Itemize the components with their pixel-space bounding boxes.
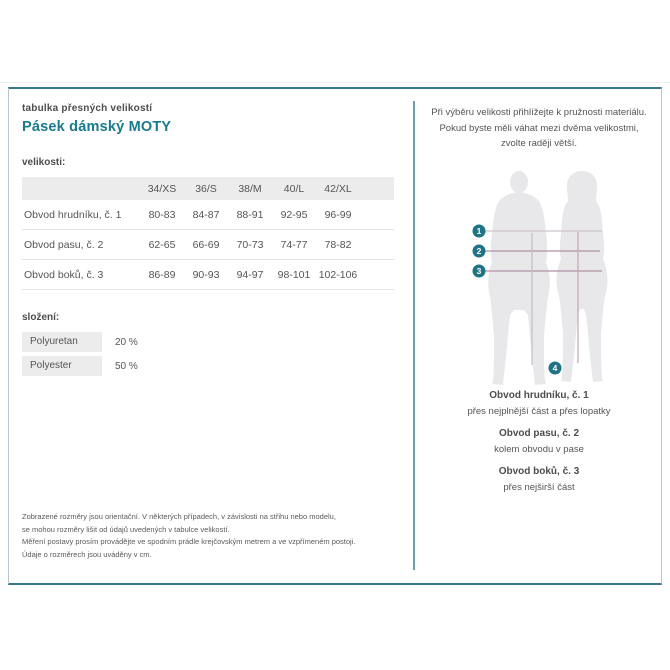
size-column-header: 38/M [238, 182, 262, 195]
size-value: 70-73 [236, 238, 264, 251]
table-subtitle: tabulka přesných velikostí [22, 103, 153, 114]
legend-title: Obvod pasu, č. 2 [498, 428, 580, 439]
top-hairline [0, 82, 670, 83]
legend-title: Obvod boků, č. 3 [498, 466, 580, 477]
size-chart-panel [8, 87, 662, 585]
marker-1-number: 1 [476, 226, 482, 237]
marker-4 [549, 362, 562, 375]
composition-list [22, 332, 414, 376]
row-label: Obvod pasu, č. 2 [24, 238, 104, 251]
size-column-header: 42/XL [324, 182, 352, 195]
size-value: 92-95 [280, 208, 308, 221]
size-value: 66-69 [192, 238, 220, 251]
material-name: Polyester [22, 356, 102, 376]
legend-description: kolem obvodu v pase [494, 444, 584, 455]
note-line: Při výběru velikosti přihlížejte k pružnosti materiálu. [431, 107, 647, 118]
size-value: 88-91 [236, 208, 264, 221]
size-column-header: 34/XS [147, 182, 177, 195]
body-silhouettes-graphic [456, 167, 656, 392]
marker-2 [473, 245, 486, 258]
material-percentage: 20 % [115, 336, 138, 348]
size-value: 98-101 [277, 268, 311, 281]
legend-item [419, 464, 659, 496]
right-column [415, 89, 663, 583]
measurement-figure [456, 167, 656, 392]
measurement-legend [419, 388, 659, 502]
legend-description: přes nejširší část [503, 482, 575, 493]
legend-item [419, 388, 659, 420]
size-value: 78-82 [324, 238, 352, 251]
sizes-heading: velikosti: [22, 157, 66, 168]
row-label: Obvod boků, č. 3 [24, 268, 104, 281]
disclaimer-line: Zobrazené rozměry jsou orientační. V některých případech, v závislosti na střihu nebo modelu, [22, 512, 336, 521]
material-percentage: 50 % [115, 360, 138, 372]
disclaimer-text [22, 511, 414, 561]
size-column-header: 40/L [283, 182, 305, 195]
disclaimer-line: Měření postavy prosím provádějte ve spodním prádle krejčovským metrem a ve vzpřímeném postoji. [22, 537, 356, 546]
size-value: 86-89 [148, 268, 176, 281]
size-value: 90-93 [192, 268, 220, 281]
size-value: 62-65 [148, 238, 176, 251]
disclaimer-line: se mohou rozměry lišit od údajů uvedených v tabulce velikostí. [22, 524, 230, 534]
legend-item [419, 426, 659, 458]
table-row [22, 200, 394, 230]
size-value: 74-77 [280, 238, 308, 251]
table-row [22, 260, 394, 290]
size-value: 102-106 [318, 268, 358, 281]
male-silhouette [488, 171, 549, 385]
size-table-header [22, 177, 394, 200]
marker-4-number: 4 [552, 363, 558, 374]
composition-heading: složení: [22, 312, 60, 323]
disclaimer-line: Údaje o rozměrech jsou uváděny v cm. [22, 549, 152, 559]
product-title: Pásek dámský MOTY [22, 119, 172, 135]
size-column-header: 36/S [195, 182, 217, 195]
size-value: 96-99 [324, 208, 352, 221]
marker-1 [473, 225, 486, 238]
female-silhouette [557, 171, 608, 382]
marker-2-number: 2 [476, 246, 482, 257]
legend-title: Obvod hrudníku, č. 1 [489, 390, 589, 401]
size-table [22, 177, 394, 290]
size-value: 80-83 [148, 208, 176, 221]
marker-3-number: 3 [476, 266, 482, 277]
marker-3 [473, 265, 486, 278]
composition-row [22, 332, 414, 352]
legend-description: přes nejplnější část a přes lopatky [467, 406, 611, 417]
table-row [22, 230, 394, 260]
note-line: Pokud byste měli váhat mezi dvěma velikostmi, [439, 122, 639, 134]
composition-row [22, 356, 414, 376]
note-line: zvolte raději větší. [500, 138, 578, 149]
size-value: 84-87 [192, 208, 220, 221]
sizing-advice-note [419, 105, 659, 152]
row-label: Obvod hrudníku, č. 1 [24, 208, 122, 221]
size-value: 94-97 [236, 268, 264, 281]
material-name: Polyuretan [22, 332, 102, 352]
left-column [22, 89, 414, 380]
